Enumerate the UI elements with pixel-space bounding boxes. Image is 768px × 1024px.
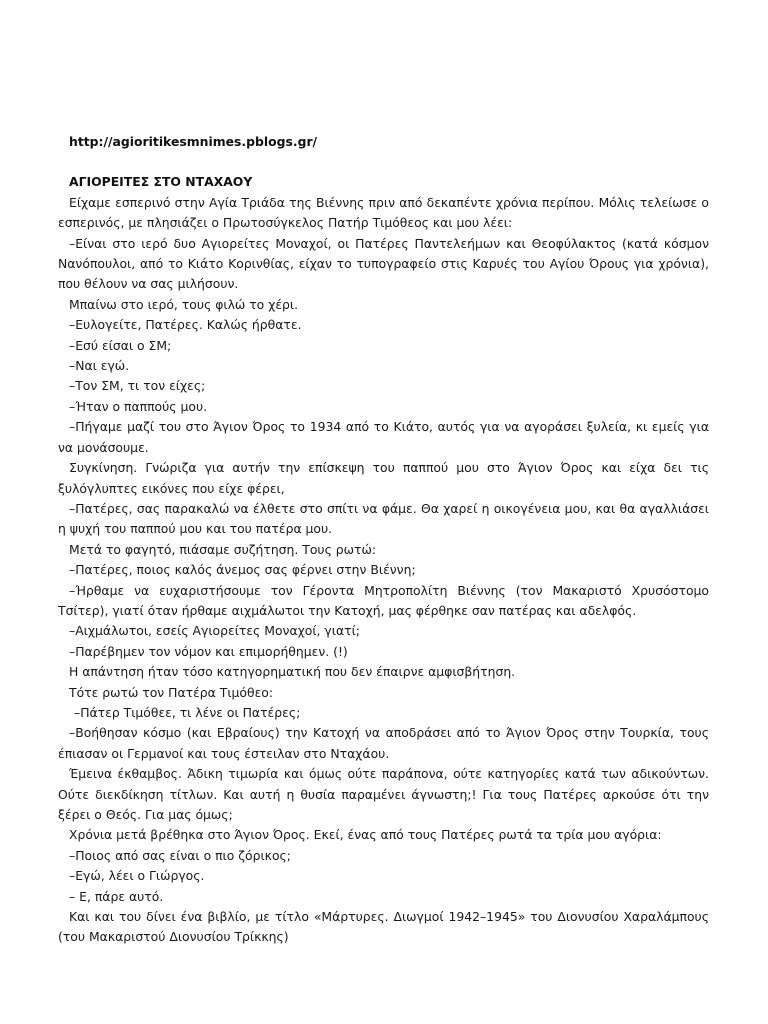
paragraph: –Πατέρες, ποιος καλός άνεμος σας φέρνει στην Βιέννη; [69, 562, 416, 578]
paragraph: Και και του δίνει ένα βιβλίο, με τίτλο «Μάρτυρες. Διωγμοί 1942–1945» του Διονυσίου Χαραλάμπους (του Μακαριστού Διονυσίου Τρίκκης) [58, 909, 709, 945]
paragraph: –Εσύ είσαι ο ΣΜ; [69, 337, 172, 353]
paragraph: –Πατέρες, σας παρακαλώ να έλθετε στο σπίτι να φάμε. Θα χαρεί η οικογένεια μου, και θα αγαλλιάσει η ψυχή του παππού μου και του πατέρα μου. [58, 500, 709, 537]
paragraph: –Ευλογείτε, Πατέρες. Καλώς ήρθατε. [69, 317, 302, 333]
article-title: ΑΓΙΟΡΕΙΤΕΣ ΣΤΟ ΝΤΑΧΑΟΥ [69, 174, 253, 190]
paragraph: Συγκίνηση. Γνώριζα για αυτήν την επίσκεψη του παππού μου στο Άγιον Όρος και είχα δει τις ξυλόγλυπτες εικόνες που είχε φέρει, [58, 460, 709, 496]
paragraph: –Ήρθαμε να ευχαριστήσουμε τον Γέροντα Μητροπολίτη Βιέννης (τον Μακαριστό Χρυσόστομο Τσίτερ), γιατί όταν ήρθαμε αιχμάλωτοι την Κατοχή, μας φέρθηκε σαν πατέρας και αδελφός. [58, 582, 709, 618]
paragraph: –Αιχμάλωτοι, εσείς Αγιορείτες Μοναχοί, γιατί; [69, 623, 360, 639]
paragraph: – Ε, πάρε αυτό. [69, 888, 164, 904]
document-page [58, 132, 709, 948]
paragraph: –Ήταν ο παππούς μου. [69, 398, 208, 414]
paragraph: –Πάτερ Τιμόθεε, τι λένε οι Πατέρες; [74, 704, 301, 720]
paragraph: Τότε ρωτώ τον Πατέρα Τιμόθεο: [69, 684, 274, 700]
paragraph: Χρόνια μετά βρέθηκα στο Άγιον Όρος. Εκεί, ένας από τους Πατέρες ρωτά τα τρία μου αγόρια: [69, 827, 662, 843]
paragraph: –Τον ΣΜ, τι τον είχες; [69, 378, 206, 394]
paragraph: –Είναι στο ιερό δυο Αγιορείτες Μοναχοί, οι Πατέρες Παντελεήμων και Θεοφύλακτος (κατά κόσμον Νανόπουλοι, από το Κιάτο Κορινθίας, είχαν το τυπογραφείο στις Καρυές του Αγίου Όρους για χρόνια), που θέλουν να σας μιλήσουν. [58, 235, 709, 292]
paragraph: –Ναι εγώ. [69, 358, 130, 374]
paragraph: Έμεινα έκθαμβος. Άδικη τιμωρία και όμως ούτε παράπονα, ούτε κατηγορίες κατά των αδικούντων. Ούτε διεκδίκηση τίτλων. Και αυτή η θυσία παραμένει άγνωστη;! Για τους Πατέρες αρκούσε ότι την ξέρει ο Θεός. Για μας όμως; [58, 766, 709, 822]
paragraph: –Εγώ, λέει ο Γιώργος. [69, 868, 205, 884]
paragraph: Μετά το φαγητό, πιάσαμε συζήτηση. Τους ρωτώ: [69, 541, 377, 557]
paragraph: Είχαμε εσπερινό στην Αγία Τριάδα της Βιέννης πριν από δεκαπέντε χρόνια περίπου. Μόλις τελείωσε ο εσπερινός, με πλησιάζει ο Πρωτοσύγκελος Πατήρ Τιμόθεος και μου λέει: [58, 194, 709, 231]
paragraph: –Πήγαμε μαζί του στο Άγιον Όρος το 1934 από το Κιάτο, αυτός για να αγοράσει ξυλεία, κι εμείς για να μονάσουμε. [58, 419, 709, 455]
paragraph: Μπαίνω στο ιερό, τους φιλώ το χέρι. [69, 296, 299, 312]
paragraph: –Ποιος από σας είναι ο πιο ζόρικος; [69, 847, 291, 863]
paragraph: –Βοήθησαν κόσμο (και Εβραίους) την Κατοχή να αποδράσει από το Άγιον Όρος στην Τουρκία, τους έπιασαν οι Γερμανοί και τους έστειλαν στο Νταχάου. [58, 725, 709, 761]
paragraph: Η απάντηση ήταν τόσο κατηγορηματική που δεν έπαιρνε αμφισβήτηση. [69, 664, 516, 680]
source-url[interactable]: http://agioritikesmnimes.pblogs.gr/ [69, 134, 318, 149]
paragraph: –Παρέβημεν τον νόμον και επιμορήθημεν. (!) [69, 643, 348, 659]
